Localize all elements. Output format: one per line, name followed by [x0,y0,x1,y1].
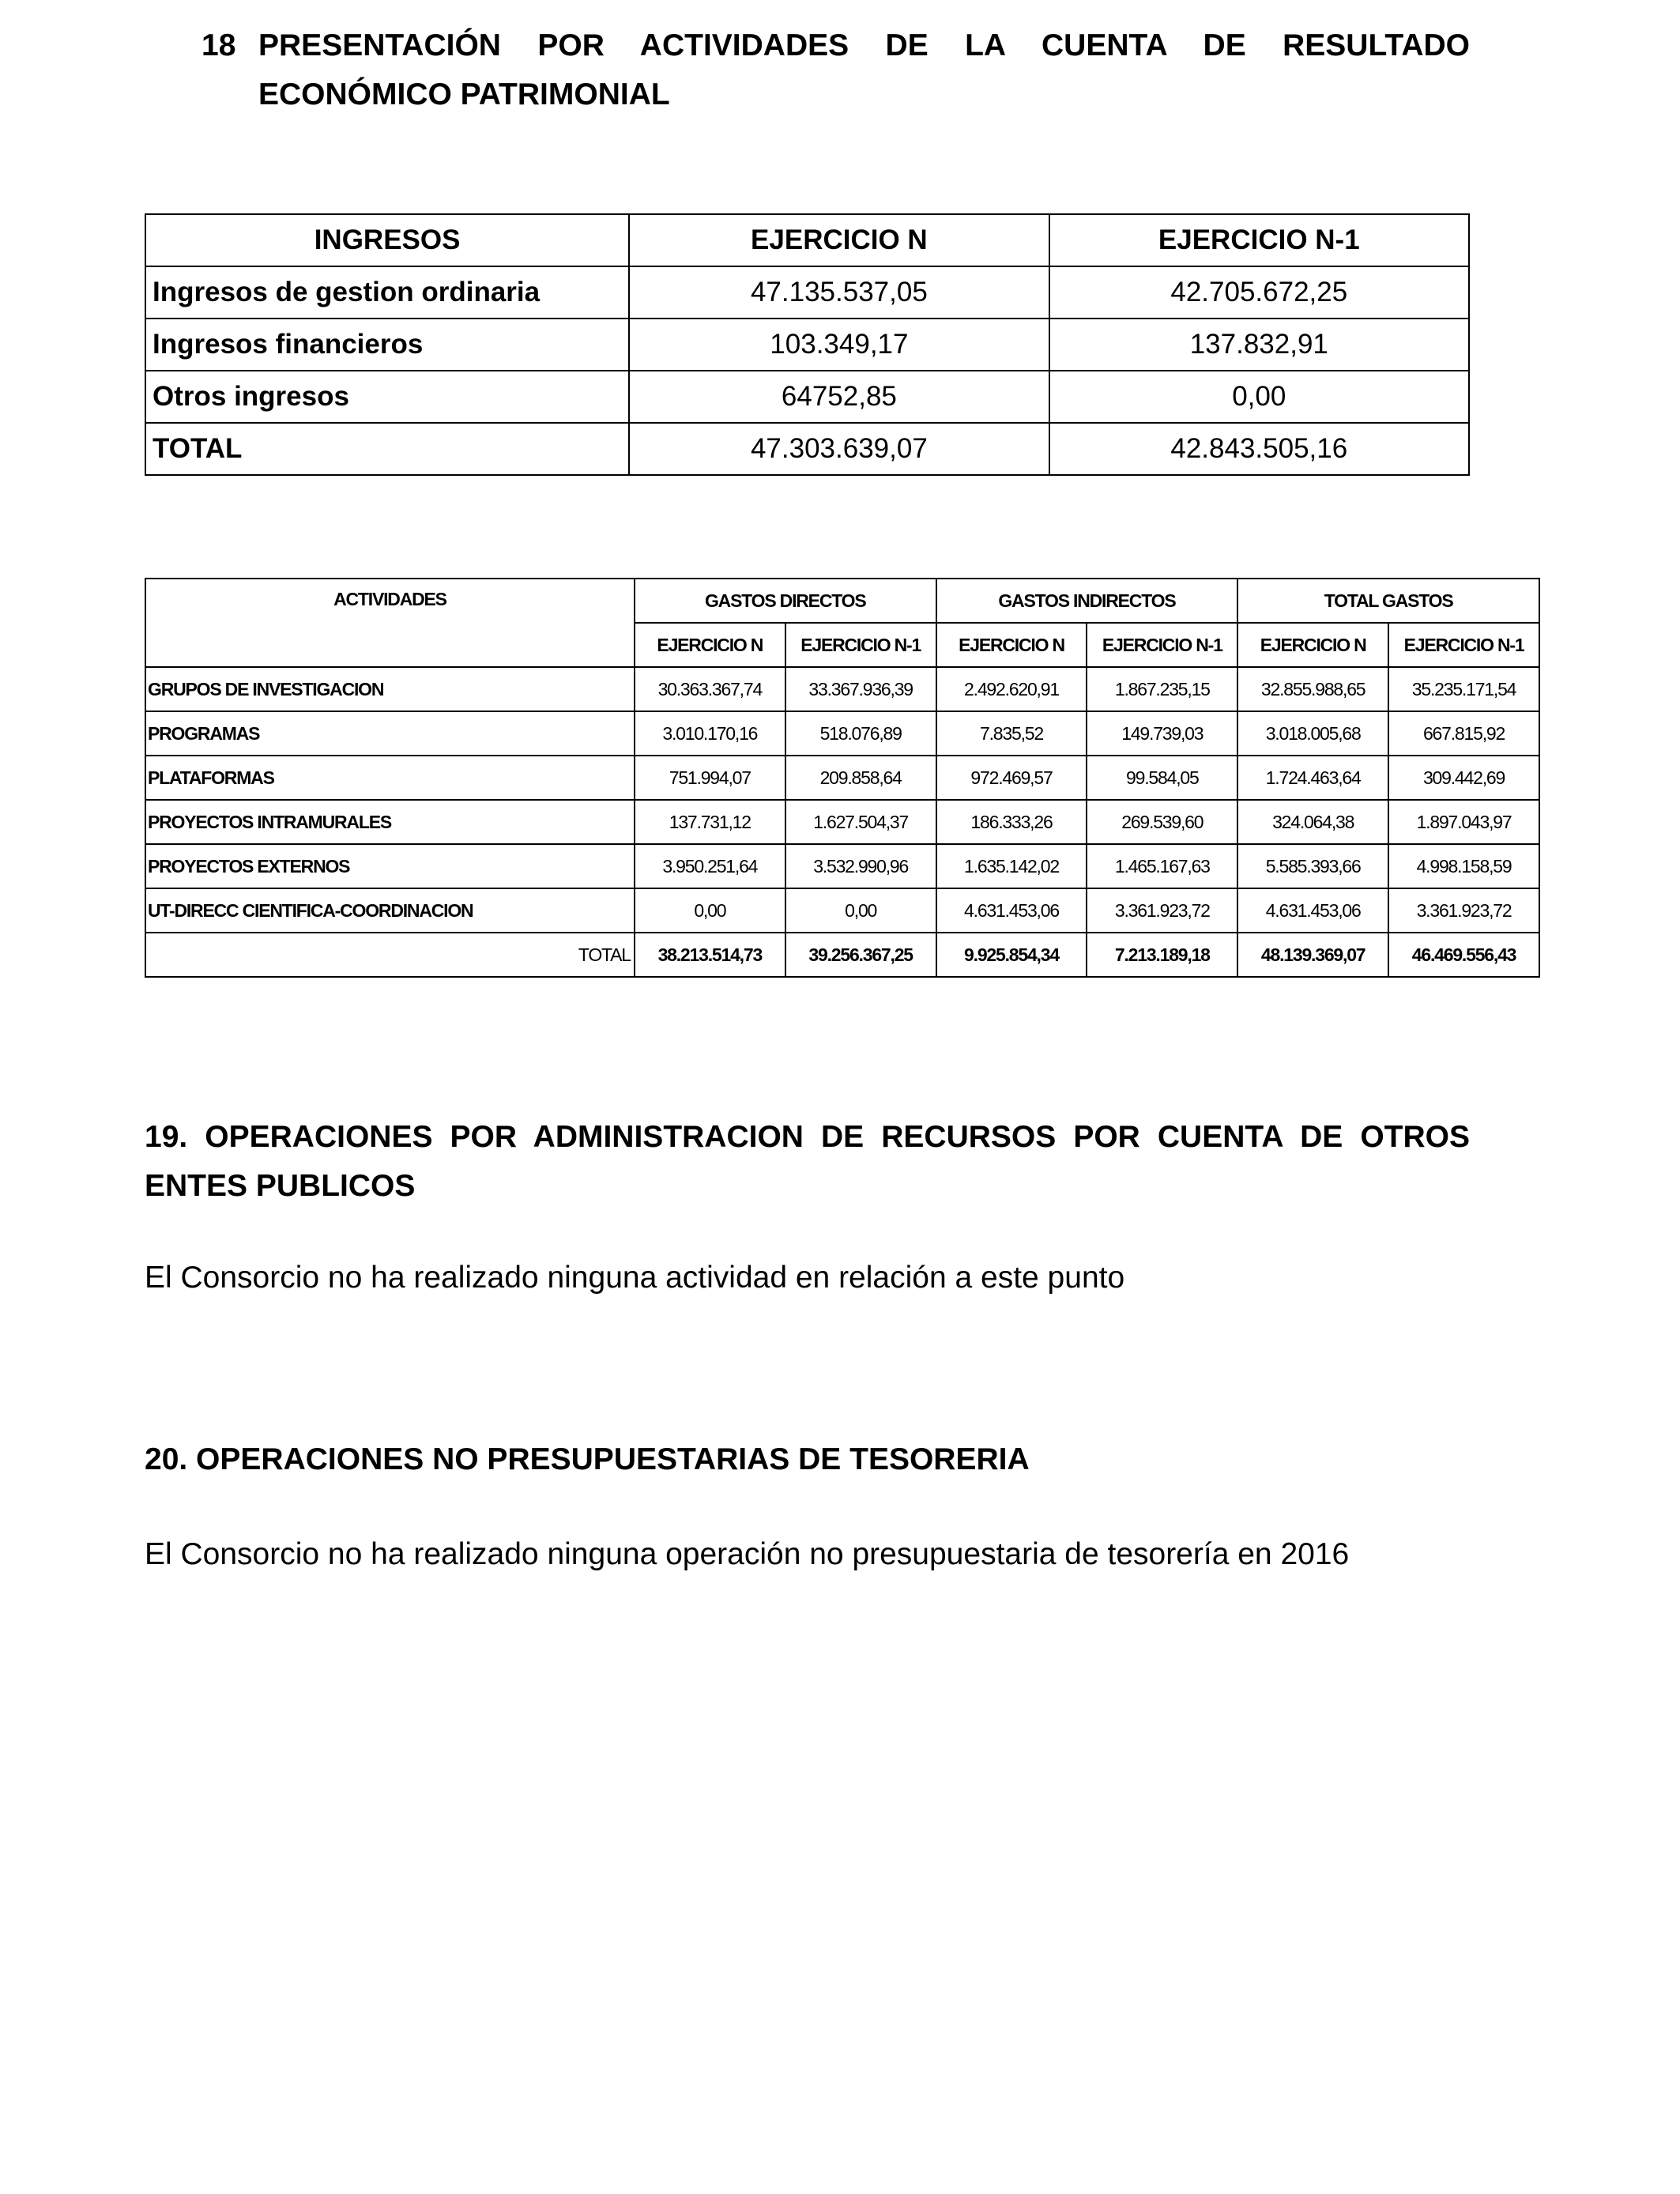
value-ejercicio-n1: 42.705.672,25 [1049,266,1469,319]
activity-value: 324.064,38 [1237,800,1388,844]
total-value: 38.213.514,73 [635,933,785,977]
activity-value: 3.950.251,64 [635,844,785,888]
section-18-number: 18 [202,28,236,62]
value-ejercicio-n1: 137.832,91 [1049,319,1469,371]
activity-value: 518.076,89 [785,711,936,756]
activity-value: 1.724.463,64 [1237,756,1388,800]
gastos-indirectos-header: GASTOS INDIRECTOS [936,579,1238,623]
activity-value: 149.739,03 [1087,711,1237,756]
activity-label: PROGRAMAS [145,711,635,756]
ingresos-header-row [145,214,1469,266]
total-value: 39.256.367,25 [785,933,936,977]
row-label: Otros ingresos [145,371,629,423]
activity-value: 209.858,64 [785,756,936,800]
table-row [145,844,1539,888]
activity-value: 3.361.923,72 [1388,888,1539,933]
activity-label: PLATAFORMAS [145,756,635,800]
activity-value: 4.998.158,59 [1388,844,1539,888]
section-20-heading: 20. OPERACIONES NO PRESUPUESTARIAS DE TESORERIA [145,1442,1030,1476]
table-row [145,371,1469,423]
table-row [145,266,1469,319]
actividades-body [145,667,1539,933]
ingresos-header: INGRESOS [145,214,629,266]
total-value: 48.139.369,07 [1237,933,1388,977]
value-ejercicio-n: 47.303.639,07 [629,423,1049,475]
section-18-heading [202,21,1470,119]
activity-value: 2.492.620,91 [936,667,1087,711]
activity-value: 30.363.367,74 [635,667,785,711]
ejercicio-n-header: EJERCICIO N [1237,623,1388,667]
activity-value: 667.815,92 [1388,711,1539,756]
section-20-text: El Consorcio no ha realizado ninguna operación no presupuestaria de tesorería en 2016 [145,1537,1350,1571]
activity-value: 7.835,52 [936,711,1087,756]
actividades-table [145,578,1540,978]
table-row [145,888,1539,933]
table-row [145,667,1539,711]
group-header-row [145,579,1539,623]
value-ejercicio-n: 103.349,17 [629,319,1049,371]
ejercicio-n-header: EJERCICIO N [635,623,785,667]
table-row [145,756,1539,800]
activity-value: 1.867.235,15 [1087,667,1237,711]
row-label: TOTAL [145,423,629,475]
activity-label: PROYECTOS INTRAMURALES [145,800,635,844]
activity-value: 5.585.393,66 [1237,844,1388,888]
activity-value: 99.584,05 [1087,756,1237,800]
section-18-title: PRESENTACIÓN POR ACTIVIDADES DE LA CUENTA DE RESULTADO ECONÓMICO PATRIMONIAL [258,28,1470,111]
activity-value: 1.465.167,63 [1087,844,1237,888]
activity-value: 3.010.170,16 [635,711,785,756]
ingresos-table [145,213,1470,476]
ejercicio-n-header: EJERCICIO N [936,623,1087,667]
total-row [145,933,1539,977]
value-ejercicio-n: 47.135.537,05 [629,266,1049,319]
activity-value: 0,00 [635,888,785,933]
table-row [145,319,1469,371]
total-value: 9.925.854,34 [936,933,1087,977]
activity-value: 1.897.043,97 [1388,800,1539,844]
activity-value: 3.532.990,96 [785,844,936,888]
total-value: 46.469.556,43 [1388,933,1539,977]
ejercicio-n1-header: EJERCICIO N-1 [1087,623,1237,667]
ejercicio-n1-header: EJERCICIO N-1 [1049,214,1469,266]
activity-value: 4.631.453,06 [1237,888,1388,933]
section-19-text: El Consorcio no ha realizado ninguna actividad en relación a este punto [145,1261,1125,1295]
activity-value: 1.627.504,37 [785,800,936,844]
row-label: Ingresos financieros [145,319,629,371]
section-19-heading: 19. OPERACIONES POR ADMINISTRACION DE RECURSOS POR CUENTA DE OTROS ENTES PUBLICOS [145,1120,1470,1203]
total-gastos-header: TOTAL GASTOS [1237,579,1539,623]
row-label: Ingresos de gestion ordinaria [145,266,629,319]
ejercicio-n1-header: EJERCICIO N-1 [785,623,936,667]
actividades-header: ACTIVIDADES [145,579,635,667]
table-row [145,711,1539,756]
value-ejercicio-n1: 0,00 [1049,371,1469,423]
activity-value: 751.994,07 [635,756,785,800]
activity-value: 33.367.936,39 [785,667,936,711]
activity-value: 309.442,69 [1388,756,1539,800]
total-row [145,423,1469,475]
value-ejercicio-n1: 42.843.505,16 [1049,423,1469,475]
activity-value: 32.855.988,65 [1237,667,1388,711]
gastos-directos-header: GASTOS DIRECTOS [635,579,936,623]
table-row [145,800,1539,844]
activity-value: 972.469,57 [936,756,1087,800]
total-label: TOTAL [145,933,635,977]
activity-value: 137.731,12 [635,800,785,844]
activity-label: PROYECTOS EXTERNOS [145,844,635,888]
activity-label: UT-DIRECC CIENTIFICA-COORDINACION [145,888,635,933]
activity-value: 0,00 [785,888,936,933]
activity-value: 3.018.005,68 [1237,711,1388,756]
total-value: 7.213.189,18 [1087,933,1237,977]
ejercicio-n-header: EJERCICIO N [629,214,1049,266]
activity-value: 35.235.171,54 [1388,667,1539,711]
activity-label: GRUPOS DE INVESTIGACION [145,667,635,711]
activity-value: 4.631.453,06 [936,888,1087,933]
activity-value: 3.361.923,72 [1087,888,1237,933]
value-ejercicio-n: 64752,85 [629,371,1049,423]
activity-value: 186.333,26 [936,800,1087,844]
ejercicio-n1-header: EJERCICIO N-1 [1388,623,1539,667]
activity-value: 269.539,60 [1087,800,1237,844]
activity-value: 1.635.142,02 [936,844,1087,888]
